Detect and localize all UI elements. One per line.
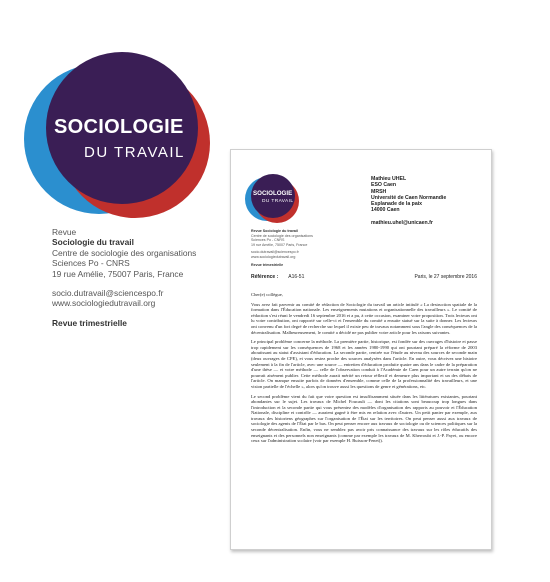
logo-line1: SOCIOLOGIE xyxy=(54,116,184,138)
recipient-address xyxy=(371,176,481,226)
paragraph-1: Vous avez fait parvenir au comité de rédaction de Sociologie du travail un article intitulé « La destruction spatiale de la formation dans l'Éducation nationale. Les enseignements mutations et organisationnelle des travailleurs ». Le comité de rédaction s'est réuni le vendredi 16 septembre 2016 et a pu, à cette occasion, examiner votre proposition. Trois lecteurs ont lu votre contribution, ont rapporté sur celle-ci et l'ensemble du comité a ensuite statué sur la suite à donner. Les lecteurs ont convenu d'un fort degré de recherche sur lequel il existe peu de travaux notamment sous l'angle des conséquences de la décentralisation. Malheureusement, le comité a décidé ne pas publier votre article pour les raisons suivantes. xyxy=(251,301,477,335)
mini-info-email: socio.dutravail@sciencespo.fr xyxy=(251,250,299,255)
mini-info-frequency: Revue trimestrielle xyxy=(251,262,284,267)
reference-value: A16-51 xyxy=(288,274,305,280)
info-revue: Revue xyxy=(52,227,77,237)
recipient-line4: Esplanade de la paix xyxy=(371,201,423,208)
recipient-name: Mathieu UHEL xyxy=(371,176,407,182)
mini-logo-line1: SOCIOLOGIE xyxy=(253,190,293,197)
recipient-line1: ESO Caen xyxy=(371,182,397,189)
mini-info-org2: Sciences Po - CNRS xyxy=(251,238,285,243)
info-web: www.sociologiedutravail.org xyxy=(52,298,156,309)
letter-body xyxy=(251,292,477,448)
journal-info xyxy=(52,227,242,328)
recipient-email: mathieu.uhel@unicaen.fr xyxy=(371,219,433,226)
recipient-line5: 14000 Caen xyxy=(371,207,400,214)
letter-logo xyxy=(245,174,297,226)
mini-logo-line2: DU TRAVAIL xyxy=(262,199,294,204)
recipient-line2: MRSH xyxy=(371,188,387,195)
salutation: Cher(e) collègue, xyxy=(251,292,283,297)
info-title: Sociologie du travail xyxy=(52,237,134,248)
reference-label: Référence : xyxy=(251,274,279,280)
letter-sender-info xyxy=(251,229,331,267)
recipient-line3: Université de Caen Normandie xyxy=(371,194,447,201)
letter-sheet xyxy=(230,149,492,550)
info-org1: Centre de sociologie des organisations xyxy=(52,247,197,258)
info-address: 19 rue Amélie, 75007 Paris, France xyxy=(52,268,184,279)
mini-info-address: 19 rue Amélie, 75007 Paris, France xyxy=(251,242,308,247)
paragraph-2: Le principal problème concerne la méthode. La première partie, historique, est fondée sur des ouvrages d'histoire et passe trop rapidement sur les conséquences de 1968 et les années 1980-1990 qui ont pourtant préparé la réforme de 2003 aboutissant au statut d'assistant d'éducation. La seconde partie, centrée sur l'étude au niveau des sources de seconde main (deux ouvrages de CPE), et vous restez proche des sources analysées dans l'article. En outre, vous décrivez une histoire seulement à la fin de l'article, avec une source — entretien d'éducation produite quatre ans dans le cadre de la préparation d'une thèse — et votre méthode — celle de l'observation conduit à l'Académie de Caen pour un autre terrain qu'on ne pourrait aisément publier. Cette méthode aurait mérité un retour réflexif et demeure plus important et un des débats de l'article. On manque ensuite parfois de données d'ensemble, comme celle de la professionnalité des travailleurs, et une vision partielle de l'échelle », alors qu'on trouve aussi les questions de genre et générations, etc. xyxy=(251,339,477,389)
letter-date: Paris, le 27 septembre 2016 xyxy=(414,274,477,280)
mini-info-web: www.sociologiedutravail.org xyxy=(251,254,296,259)
journal-logo xyxy=(24,52,204,232)
paragraph-3: Le second problème vient du fait que votre question est insuffisamment située dans les littératures existantes, pourtant abondantes sur le sujet. Les travaux de Michel Foucault — dont les citations sont beaucoup trop longues dans l'introduction et la seconde partie qui vous présentez des modèles d'organisation des rapports au pouvoir et l'Éducation Nationale, discipline et contrôle — auraient gagné à être mis en relation avec d'autres. Un petit panier par exemple, aux travaux des historiens géographes sur l'organisation de l'État sur les territoires. On peut penser aussi aux travaux de sociologie des agents de l'État par le bas. On peut penser encore aux travaux de sociologie ou de sciences politiques sur la seconde décentralisation. Enfin, vous ne semblez pas avoir pris connaissance des travaux sur les rôles éducatifs des enseignants et des personnels non enseignants (comme par exemple les travaux de M. Kherroubi et J.-P. Payet, ou encore ceux sur l'administration scolaire (voir par exemple H. Buisson-Fenet)). xyxy=(251,393,477,444)
info-org2: Sciences Po - CNRS xyxy=(52,258,130,269)
reference-line xyxy=(251,274,477,280)
mini-info-title: Revue Sociologie du travail xyxy=(251,229,298,233)
info-frequency: Revue trimestrielle xyxy=(52,317,127,328)
info-email: socio.dutravail@sciencespo.fr xyxy=(52,288,164,299)
mini-info-org1: Centre de sociologie des organisations xyxy=(251,233,313,238)
logo-line2: DU TRAVAIL xyxy=(84,144,185,161)
